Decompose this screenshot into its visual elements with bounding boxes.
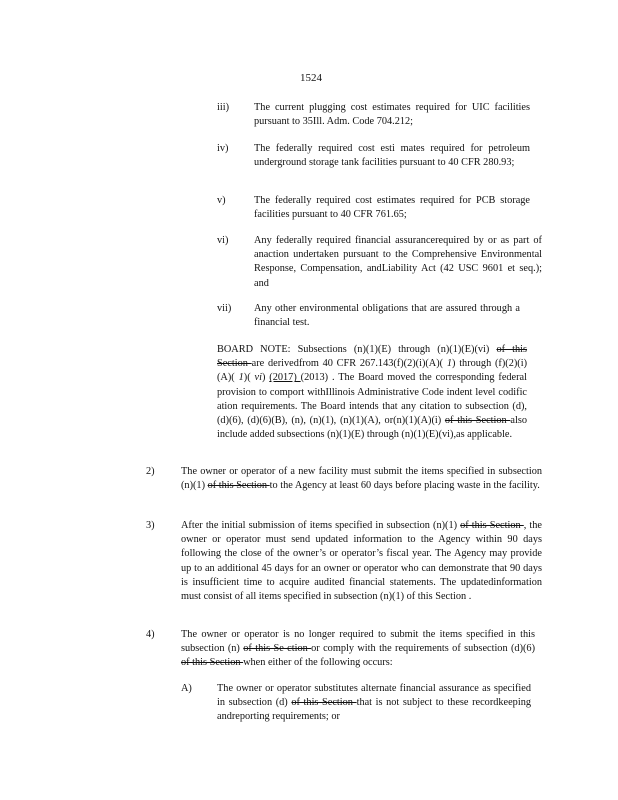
text-run: Any federally required financial assurancerequired by or as part of anaction undertaken pursuant to the Comprehensive Environmental Response, Compensation, andLiability Act (42 USC 9601 et seq.); and <box>254 235 542 289</box>
item-label: 4) <box>146 629 155 640</box>
inserted-text: (2017) <box>269 372 301 384</box>
text-run: After the initial submission of items specified in subsection (n)(1) <box>181 520 461 531</box>
text-run: vi <box>254 372 262 384</box>
text-run: ) <box>261 372 270 384</box>
item-text <box>181 628 535 671</box>
text-run: are derivedfrom 40 CFR 267.143(f)(2)(i)(A)( <box>251 358 447 370</box>
item-label: 3) <box>146 520 155 531</box>
deleted-text: of this Section <box>207 480 270 492</box>
text-run: 1 <box>446 358 453 370</box>
text-run: Any other environmental obligations that are assured through a financial test. <box>254 303 520 329</box>
item-text <box>254 101 530 129</box>
item-label: iv) <box>217 143 229 154</box>
item-text <box>254 234 542 291</box>
text-run: (2013) . The Board moved the corresponding federal provision to comport withIllinois Administrative Code indent level codific ation requirements. The Board intends that any citation to subsection (d), (d)(6), (d)(6)(B), (n), (n)(1), (n)(1)(A), or(n)(1)(A)(i) <box>217 372 527 427</box>
item-text <box>181 519 542 604</box>
board-note <box>217 343 527 442</box>
text-run: that is not subject to these recordkeeping andreporting requirements; or <box>217 697 531 723</box>
text-run: 1 <box>238 372 244 384</box>
item-label: 2) <box>146 466 155 477</box>
deleted-text: of this Section <box>444 415 511 427</box>
text-run: The owner or operator is no longer required to submit the items specified in this subsection (n) <box>181 629 535 655</box>
text-run: The federally required cost estimates required for PCB storage facilities pursuant to 40 CFR 761.65; <box>254 195 530 221</box>
text-run: The owner or operator of a new facility must submit the items specified in subsection (n)(1) <box>181 466 542 492</box>
text-run: )( <box>243 372 255 384</box>
item-text <box>181 465 542 493</box>
item-text <box>254 194 530 222</box>
item-label: vi) <box>217 235 229 246</box>
item-text <box>217 682 531 725</box>
page-number: 1524 <box>300 72 322 84</box>
text-run: or comply with the requirements of subsection (d)(6) <box>311 643 536 655</box>
item-label: vii) <box>217 303 232 314</box>
deleted-text: of this Section <box>217 344 528 370</box>
deleted-text: of this Se ction <box>243 643 312 655</box>
item-text <box>254 302 520 330</box>
deleted-text: of this Section <box>460 520 524 531</box>
text-run: , the owner or operator must send updated information to the Agency within 90 days following the close of the owner’s or operator’s fiscal year. The Agency may provide up to an additional 45 days for an owner or operator who can demonstrate that 90 days is insufficient time to acquire audited financial statements. The updatedinformation must consist of all items specified in subsection (n)(1) of this Section . <box>181 520 542 603</box>
item-label: iii) <box>217 102 230 113</box>
text-run: BOARD NOTE: Subsections (n)(1)(E) through (n)(1)(E)(vi) <box>217 344 497 355</box>
text-run: also include added subsections (n)(1)(E) through (n)(1)(E)(vi),as applicable. <box>217 415 527 441</box>
text-run: The owner or operator substitutes alternate financial assurance as specified in subsection (d) <box>217 683 531 709</box>
text-run: to the Agency at least 60 days before placing waste in the facility. <box>269 480 540 492</box>
deleted-text: of this Section <box>181 657 244 669</box>
item-text <box>254 142 530 170</box>
text-run: when either of the following occurs: <box>243 657 393 669</box>
text-run: The federally required cost esti mates required for petroleum underground storage tank facilities pursuant to 40 CFR 280.93; <box>254 143 530 169</box>
text-run: The current plugging cost estimates required for UIC facilities pursuant to 35Ill. Adm. Code 704.212; <box>254 102 530 128</box>
text-run: ) through (f)(2)(i)(A)( <box>217 358 528 384</box>
deleted-text: of this Section <box>291 697 357 709</box>
item-label: A) <box>181 683 192 694</box>
item-label: v) <box>217 195 226 206</box>
